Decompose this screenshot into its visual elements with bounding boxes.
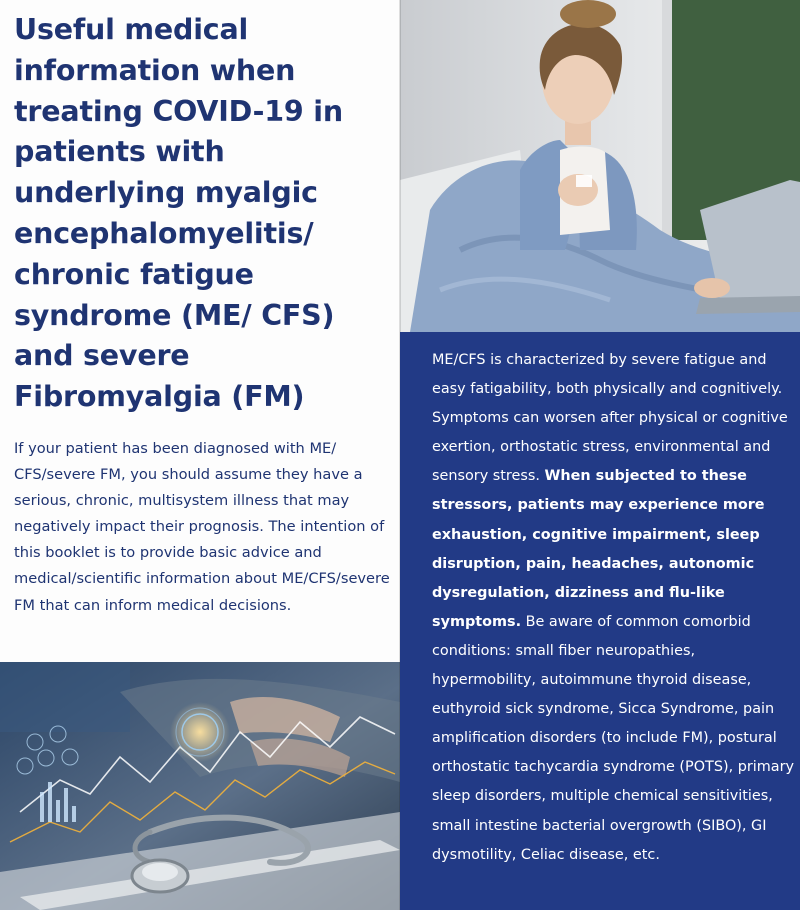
stressor-effects-bold: When subjected to these stressors, patients may experience more exhaustion, cognitive impairment, sleep disruption, pain, headaches, autonomic dysregulation, dizziness and flu-like symptoms. xyxy=(432,468,765,630)
woman-photo-illustration xyxy=(400,0,800,332)
intro-paragraph: If your patient has been diagnosed with ME/ CFS/severe FM, you should assume they have a serious, chronic, multisystem illness that may negatively impact their prognosis. The intention of this booklet is to provide basic advice and medical/scientific information about ME/CFS/severe FM that can inform medical decisions. xyxy=(14,440,390,614)
booklet-title: Useful medical information when treating COVID-19 in patients with underlying myalgic encephalomyelitis/ chronic fatigue syndrome (ME/ CFS) and severe Fibromyalgia (FM) xyxy=(14,13,343,414)
woman-with-blanket-and-laptop-photo xyxy=(400,0,800,332)
stethoscope-photo-illustration xyxy=(0,662,400,910)
description-part-1: ME/CFS is characterized by severe fatigue and easy fatigability, both physically and cognitively. Symptoms can worsen after physical or cognitive exertion, orthostatic stress, environmental and sensory stress. xyxy=(432,352,788,485)
right-page-info-panel xyxy=(400,332,800,910)
stethoscope-and-health-data-photo xyxy=(0,662,400,910)
condition-description xyxy=(432,346,796,870)
comorbid-conditions: Be aware of common comorbid conditions: small fiber neuropathies, hypermobility, autoimmune thyroid disease, euthyroid sick syndrome, Sicca Syndrome, pain amplification disorders (to include FM), postural orthostatic tachycardia syndrome (POTS), primary sleep disorders, multiple chemical sensitivities, small intestine bacterial overgrowth (SIBO), GI dysmotility, Celiac disease, etc. xyxy=(432,613,795,863)
